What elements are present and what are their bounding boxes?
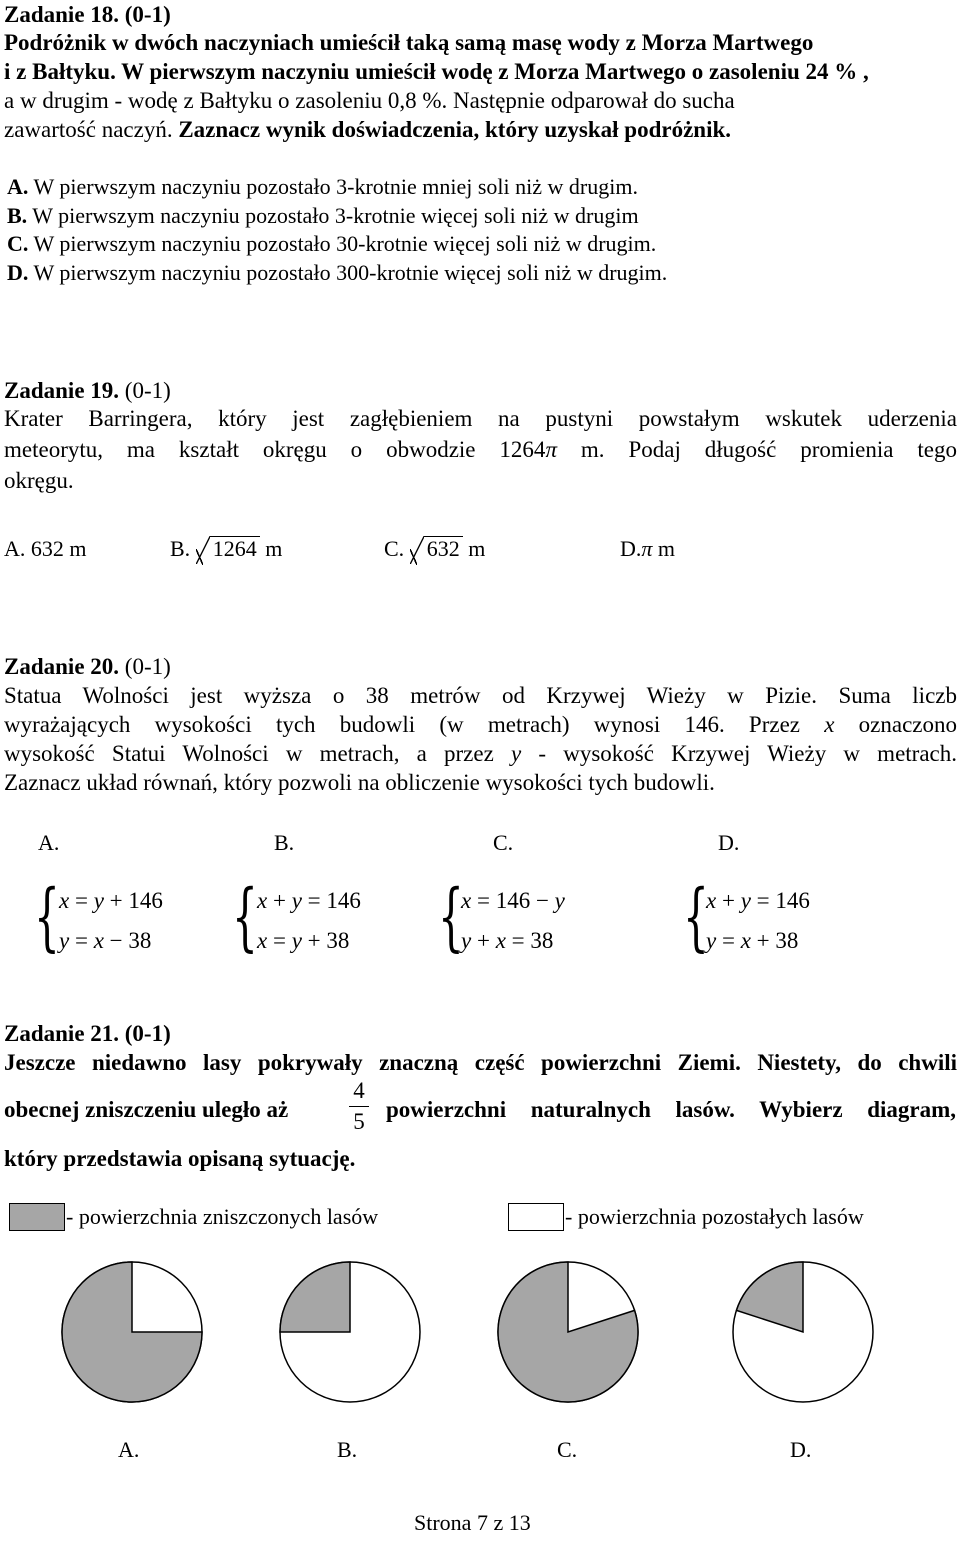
equation-2: y + x = 38 (461, 928, 554, 953)
fraction (346, 1078, 372, 1135)
task-21-title: Zadanie 21. (0-1) (4, 1021, 171, 1046)
task-19-option-b[interactable]: B. 1264 m (170, 534, 282, 563)
task-18-option-c[interactable]: C. W pierwszym naczyniu pozostało 30-krotnie więcej soli niż w drugim. (7, 231, 657, 256)
equation-2: y = x − 38 (59, 928, 152, 953)
equation-1: x = y + 146 (59, 888, 163, 913)
task-19-line-3: okręgu. (4, 468, 74, 493)
equation-1: x + y = 146 (257, 888, 361, 913)
task-19-option-c[interactable]: C. 632 m (384, 534, 485, 563)
task-18-title: Zadanie 18. (0-1) (4, 2, 171, 27)
task-18-option-d[interactable]: D. W pierwszym naczyniu pozostało 300-krotnie więcej soli niż w drugim. (7, 260, 668, 285)
pie-slice-destroyed (280, 1262, 350, 1332)
fraction-denominator: 5 (353, 1109, 365, 1134)
pie-b[interactable] (280, 1262, 420, 1402)
sqrt-sign: 1264 (210, 536, 260, 561)
task-20-line-4: Zaznacz układ równań, który pozwoli na obliczenie wysokości tych budowli. (4, 770, 715, 795)
left-brace-icon: { (683, 874, 709, 960)
equation-1: x = 146 − y (461, 888, 565, 913)
pie-charts (0, 1260, 960, 1480)
task-19-option-d[interactable]: D.π m (620, 536, 676, 561)
task-18-line-3: a w drugim - wodę z Bałtyku o zasoleniu 0,8 %. Następnie odparował do sucha (4, 88, 735, 113)
task-19-line-1: Krater Barringera, który jest zagłębieniem na pustyni powstałym wskutek uderzenia (4, 406, 957, 431)
equation-2: x = y + 38 (257, 928, 350, 953)
pie-a[interactable] (62, 1262, 202, 1402)
task-20-line-1: Statua Wolności jest wyższa o 38 metrów od Krzywej Wieży w Pizie. Suma liczb (4, 683, 957, 708)
task-19-title: Zadanie 19. (0-1) (4, 378, 171, 403)
legend-label-remaining: - powierzchnia pozostałych lasów (565, 1204, 864, 1229)
task-18-option-b[interactable]: B. W pierwszym naczyniu pozostało 3-krotnie więcej soli niż w drugim (7, 203, 639, 228)
pie-letter-d[interactable]: D. (790, 1437, 812, 1462)
legend-swatch-destroyed (9, 1203, 65, 1231)
equation-1: x + y = 146 (706, 888, 810, 913)
sqrt-sign: 632 (424, 536, 463, 561)
task-21-line-2b: powierzchni naturalnych lasów. Wybierz diagram, (386, 1097, 956, 1122)
fraction-bar (349, 1106, 369, 1107)
left-brace-icon: { (438, 874, 464, 960)
pie-d[interactable] (733, 1262, 873, 1402)
task-20-letter-b[interactable]: B. (274, 830, 295, 855)
task-20-line-3: wysokość Statui Wolności w metrach, a przez y - wysokość Krzywej Wieży w metrach. (4, 741, 957, 766)
task-21-line-3: który przedstawia opisaną sytuację. (4, 1146, 356, 1171)
task-20-title: Zadanie 20. (0-1) (4, 654, 171, 679)
page-footer: Strona 7 z 13 (414, 1510, 531, 1535)
pie-c[interactable] (498, 1262, 638, 1402)
pie-letter-b[interactable]: B. (337, 1437, 358, 1462)
task-20-letter-c[interactable]: C. (493, 830, 514, 855)
task-18-option-a[interactable]: A. W pierwszym naczyniu pozostało 3-krotnie mniej soli niż w drugim. (7, 174, 638, 199)
left-brace-icon: { (34, 874, 60, 960)
task-21-line-2a: obecnej zniszczeniu uległo aż (4, 1097, 289, 1122)
task-21-line-1: Jeszcze niedawno lasy pokrywały znaczną część powierzchni Ziemi. Niestety, do chwili (4, 1050, 957, 1075)
task-18-line-4: zawartość naczyń. Zaznacz wynik doświadczenia, który uzyskał podróżnik. (4, 117, 732, 142)
legend-label-destroyed: - powierzchnia zniszczonych lasów (66, 1204, 379, 1229)
task-20-letter-d[interactable]: D. (718, 830, 740, 855)
pie-letter-c[interactable]: C. (557, 1437, 578, 1462)
task-20-line-2: wyrażających wysokości tych budowli (w metrach) wynosi 146. Przez x oznaczono (4, 712, 958, 737)
task-19-option-a[interactable]: A. 632 m (4, 536, 87, 561)
task-18-line-2: i z Bałtyku. W pierwszym naczyniu umieścił wodę z Morza Martwego o zasoleniu 24 % , (4, 59, 869, 84)
task-20-letter-a[interactable]: A. (38, 830, 60, 855)
fraction-numerator: 4 (353, 1078, 365, 1103)
left-brace-icon: { (232, 874, 258, 960)
task-19-line-2: meteorytu, ma kształt okręgu o obwodzie 1264π m. Podaj długość promienia tego (4, 437, 957, 462)
pie-letter-a[interactable]: A. (118, 1437, 140, 1462)
legend-swatch-remaining (508, 1203, 564, 1231)
task-18-line-1: Podróżnik w dwóch naczyniach umieścił taką samą masę wody z Morza Martwego (4, 30, 814, 55)
equation-2: y = x + 38 (706, 928, 799, 953)
